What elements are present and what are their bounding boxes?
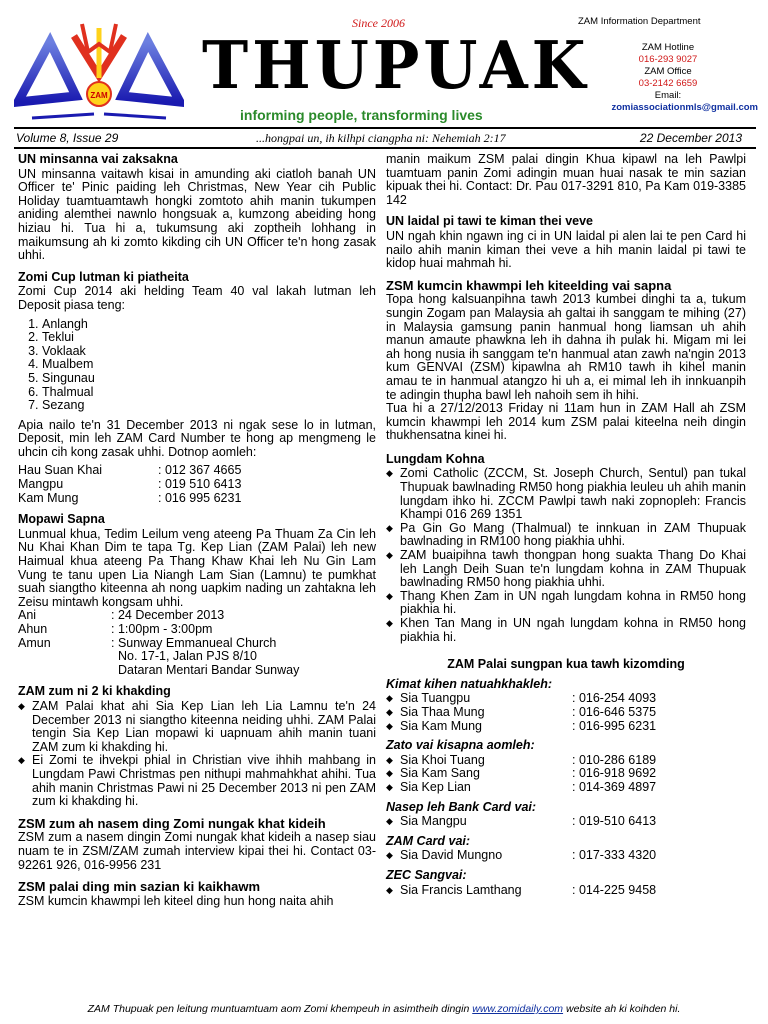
contact-phone: : 016 995 6231 <box>158 490 242 505</box>
contact-name: ◆ Sia Francis Lamthang <box>400 882 522 897</box>
email-label: Email: <box>654 90 682 101</box>
article-body: ZSM zum a nasem dingin Zomi nungak khat kideih a nasep siau nuam te in ZSM/ZAM zumah interview kipai thei hi. Contact 03-92261 926, 016-9956 231 <box>18 830 376 872</box>
list-item: 2. Teklui <box>42 331 376 345</box>
contact-name: ◆ Sia Khoi Tuang <box>400 752 485 767</box>
list-item: ◆ Khen Tan Mang in UN ngah lungdam kohna in RM50 hong piakhia hi. <box>386 617 746 644</box>
group-title: ZAM Card vai: <box>386 833 471 848</box>
list-item <box>18 464 376 478</box>
hotline-label: ZAM Hotline <box>641 42 695 53</box>
list-item: ◆ Thang Khen Zam in UN ngah lungdam kohna in RM50 hong piakhia hi. <box>386 590 746 617</box>
article-body: Lunmual khua, Tedim Leilum veng ateeng Pa Thuam Za Cin leh Nu Khai Khan Dim te tapa Tg. Kep Lian (ZAM Palai) leh new Haimual khua ateeng Pa Thang Khaw Khai leh Nu Gin Lam Vung te tanu upen Lia Niangh Lam Sian (Lamnu) te pumkhat suah siangtho kiteenna ah nong uapkim nading un zahtakna leh Zeisu mintawh kongsam uhhi. <box>18 526 376 609</box>
list-item: ◆ ZAM buaipihna tawh thongpan hong suakta Thang Do Khai leh Langh Deih Suan te'n lungdam kohna in ZAM Thupuak bawlnading RM50 hong piakhia uhhi. <box>386 549 746 590</box>
list-item <box>386 692 746 706</box>
list-item: 1. Anlangh <box>42 318 376 332</box>
newspaper-title: THUPUAK <box>202 27 590 104</box>
group-title: Kimat kihen natuahkhakleh: <box>386 676 553 691</box>
list-item: 3. Voklaak <box>42 345 376 359</box>
list-item <box>18 478 376 492</box>
contact-phone: : 016-646 5375 <box>572 704 657 719</box>
article-title: UN laidal pi tawi te kiman thei veve <box>386 214 594 229</box>
tagline: informing people, transforming lives <box>240 107 483 123</box>
list-item <box>386 781 746 795</box>
contact-name: ◆ Sia David Mungno <box>400 848 503 863</box>
issue-date: 22 December 2013 <box>639 131 742 145</box>
group-title: ZEC Sangvai: <box>386 867 467 882</box>
office-label: ZAM Office <box>644 66 692 77</box>
group-title: Zato vai kisapna aomleh: <box>386 738 535 753</box>
article-body: Tua hi a 27/12/2013 Friday ni 11am hun in ZAM Hall ah ZSM kumcin khawmpi leh 2014 kum ZSM palai kiteelna neih dingin thukhensatna kinei hi. <box>386 401 746 443</box>
contact-list <box>18 464 376 505</box>
list-item: 5. Singunau <box>42 372 376 386</box>
contact-phone: : 014-225 9458 <box>572 882 657 897</box>
contact-name: ◆ Sia Kam Sang <box>400 766 480 781</box>
contact-list <box>386 849 746 863</box>
detail-value: : 1:00pm - 3:00pm <box>111 622 213 636</box>
zam-logo <box>14 14 184 126</box>
list-item: 4. Mualbem <box>42 358 376 372</box>
detail-value: : Sunway Emmanueal Church <box>111 635 277 650</box>
list-item <box>386 754 746 768</box>
list-item: 6. Thalmual <box>42 386 376 400</box>
contact-name: Kam Mung <box>18 490 79 505</box>
article-title: ZSM palai ding min sazian ki kaikhawm <box>18 879 261 895</box>
issue-bar <box>14 127 756 149</box>
list-item <box>386 815 746 829</box>
department-name: ZAM Information Department <box>578 16 701 27</box>
list-item <box>18 609 376 623</box>
address-line: No. 17-1, Jalan PJS 8/10 <box>118 649 257 664</box>
article-title: ZSM zum ah nasem ding Zomi nungak khat kideih <box>18 815 326 831</box>
website-link[interactable]: www.zomidaily.com <box>472 1003 564 1015</box>
footer-text: ZAM Thupuak pen leitung muntuamtuam aom Zomi khempeuh in asimtheih dingin <box>87 1003 473 1015</box>
contact-phone: : 010-286 6189 <box>572 752 657 767</box>
contact-name: Hau Suan Khai <box>18 463 103 478</box>
article-title: Lungdam Kohna <box>386 451 485 466</box>
bullet-list <box>18 700 376 809</box>
article-body: UN minsanna vaitawh kisai in amunding aki ciatloh banah UN Officer te' Pinic paiding leh Christmas, New Year cih Public Holiday tuamtuamtawh hongki zomtoto ahih manin tukumpen aniding alemthei nawnlo hongsuak a, kumzong abeiding hong hiziau hi. Tua hi a, tukumsung aki zoptheih lohhang in maikumsung ah ki zomto kikding cih UN Officer te'n hong zasak uhhi. <box>18 166 376 263</box>
footer <box>0 1003 768 1015</box>
since-label: Since 2006 <box>352 16 405 30</box>
hotline-number[interactable]: 016-293 9027 <box>638 54 698 65</box>
contact-name: ◆ Sia Thaa Mung <box>400 704 485 719</box>
team-list <box>18 318 376 413</box>
contact-phone: : 012 367 4665 <box>158 463 242 478</box>
address-line: Dataran Mentari Bandar Sunway <box>118 662 300 677</box>
contact-phone: : 016-254 4093 <box>572 691 657 706</box>
list-item: ◆ Ei Zomi te ihvekpi phial in Christian vive ihhih mahbang in Lungdam Pawi Christmas pen nithupi mahmahkhat ahihi. Tua ahih manin Christmas Pawi ni 25 December 2013 ni pen ZAM zum ki khakding hi. <box>18 754 376 808</box>
detail-key: Ani <box>18 608 37 623</box>
contact-phone: : 014-369 4897 <box>572 779 657 794</box>
contact-list <box>386 754 746 795</box>
issue-verse: ...hongpai un, ih kilhpi ciangpha ni: Nehemiah 2:17 <box>256 131 506 145</box>
list-item <box>386 849 746 863</box>
event-details <box>18 609 376 677</box>
article-body: Topa hong kalsuanpihna tawh 2013 kumbei dinghi ta a, tukum sungin Zogam pan Malaysia ah galtai ih sanggam te mihing (27) in Malaysia gamsung panin hanmual hong liamsan uh ahih manun amaute phawkna leh ih dahna ih pulak hi. Migam mi lei ah hong nusia ih sanggam te'n hanmual atan zawh na'ngin 2013 kum GENVAI (ZSM) kipawlna ah RM10 tawh ih kihel manin amau te in hanmual atangzo hi uh a, ei mimal leh ih innkuanpih te adingin thupha bawl leh nahoih sem ih hihi. <box>386 292 746 402</box>
logo-text: ZAM <box>90 91 108 100</box>
contact-name: ◆ Sia Tuangpu <box>400 691 471 706</box>
left-column <box>18 150 376 908</box>
contact-name: ◆ Sia Kep Lian <box>400 779 471 794</box>
article-title: ZAM Palai sungpan kua tawh kizomding <box>447 657 685 672</box>
list-item: 7. Sezang <box>42 399 376 413</box>
footer-text: website ah ki koihden hi. <box>563 1003 681 1015</box>
contact-phone: : 017-333 4320 <box>572 848 657 863</box>
list-item <box>18 492 376 506</box>
article-title: ZAM zum ni 2 ki khakding <box>18 684 171 699</box>
contact-name: ◆ Sia Kam Mung <box>400 718 482 733</box>
office-number[interactable]: 03-2142 6659 <box>638 78 698 89</box>
article-title: ZSM kumcin khawmpi leh kiteelding vai sapna <box>386 277 672 293</box>
contact-list <box>386 692 746 733</box>
contact-list <box>386 884 746 898</box>
detail-key: Amun <box>18 635 51 650</box>
contact-phone: : 016-995 6231 <box>572 718 657 733</box>
list-item: ◆ Pa Gin Go Mang (Thalmual) te innkuan in ZAM Thupuak bawlnading in RM100 hong piakhia uhhi. <box>386 522 746 549</box>
list-item <box>386 767 746 781</box>
list-item <box>386 720 746 734</box>
list-item: ◆ Zomi Catholic (ZCCM, St. Joseph Church, Sentul) pan tukal Thupuak bawlnading RM50 hong piakhia leuleu uh ahih manin lungdam ihko hi. ZCCM Pawlpi tawh naki zopnopleh: Francis Khampi 016 269 1351 <box>386 467 746 521</box>
contact-list <box>386 815 746 829</box>
contact-phone: : 016-918 9692 <box>572 766 657 781</box>
article-body: Zomi Cup 2014 aki helding Team 40 val lakah lutman leh Deposit piasa teng: <box>18 284 376 312</box>
list-item <box>386 884 746 898</box>
article-title: Zomi Cup lutman ki piatheita <box>18 269 189 284</box>
list-item <box>18 637 376 651</box>
article-title: Mopawi Sapna <box>18 512 105 527</box>
contact-name: Mangpu <box>18 477 64 492</box>
detail-value: : 24 December 2013 <box>111 608 225 623</box>
issue-volume: Volume 8, Issue 29 <box>16 131 119 145</box>
list-item: ◆ ZAM Palai khat ahi Sia Kep Lian leh Lia Lamnu te'n 24 December 2013 ni siangtho kiteenna neiding uhhi. ZAM Palai tengin Sia Kep Lian mopawi ki uapnuam ahih manin tuani ZAM zum ki khakding hi. <box>18 700 376 754</box>
right-column <box>386 150 746 897</box>
article-body: UN ngah khin ngawn ing ci in UN laidal pi alen lai te pen Card hi nailo ahih manin kiman thei veve a hih manin laidal pi tawi te kidop huai mahmah hi. <box>386 228 746 271</box>
article-body: ZSM kumcin khawmpi leh kiteel ding hun hong naita ahih <box>18 893 334 908</box>
list-item <box>386 706 746 720</box>
contact-name: ◆ Sia Mangpu <box>400 814 467 829</box>
detail-key: Ahun <box>18 622 48 636</box>
bullet-list <box>386 467 746 644</box>
contact-info-box <box>578 16 758 114</box>
article-body: Apia nailo te'n 31 December 2013 ni ngak sese lo in lutman, Deposit, min leh ZAM Card Number te hong ap mengmeng le uhcin cih kong zasak uhhi. Dotnop aomleh: <box>18 417 376 459</box>
article-title: UN minsanna vai zaksakna <box>18 152 178 166</box>
article-body: manin maikum ZSM palai dingin Khua kipawl na leh Pawlpi tuamtuam panin Zomi adingin muan huai nasak te min sazian kipuak thei hi. Contact: Dr. Pau 017-3291 810, Pa Kam 019-3385 142 <box>386 152 746 207</box>
contact-phone: : 019-510 6413 <box>572 814 657 829</box>
email-link[interactable]: zomiassociationmls@gmail.com <box>611 102 758 113</box>
contact-phone: : 019 510 6413 <box>158 477 242 492</box>
group-title: Nasep leh Bank Card vai: <box>386 799 537 814</box>
list-item <box>18 623 376 637</box>
